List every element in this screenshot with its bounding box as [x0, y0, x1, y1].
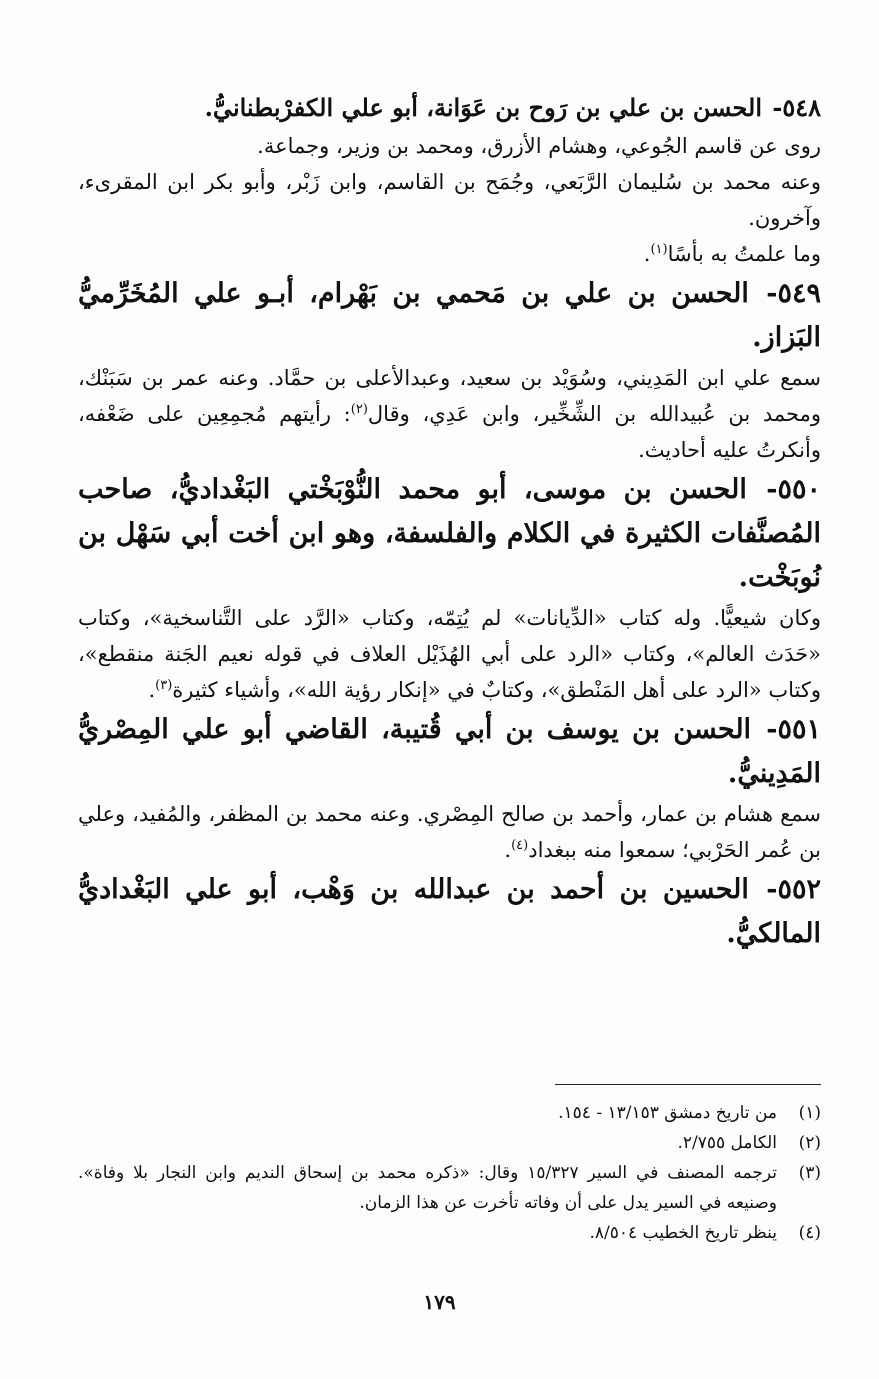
entry-title: الحسين بن أحمد بن عبدالله بن وَهْب، أبو علي البَغْداديُّ المالكيُّ.	[78, 874, 821, 949]
footnote	[78, 1098, 821, 1128]
footnote-ref[interactable]: (١)	[650, 242, 668, 257]
footnote	[78, 1158, 821, 1218]
entry-heading	[78, 708, 821, 796]
entry-title: الحسن بن موسى، أبو محمد النُّوْبَخْتي البَغْداديُّ، صاحب المُصنَّفات الكثيرة في الكلام والفلسفة، وهو ابن أخت أبي سَهْل بن نُوبَخْت.	[78, 474, 821, 593]
footnote-text: ترجمه المصنف في السير ١٥/٣٢٧ وقال: «ذكره محمد بن إسحاق النديم وابن النجار بلا وفاة». وصنيعه في السير يدل على أن وفاته تأخرت عن هذا الزمان.	[78, 1163, 777, 1213]
footnotes	[78, 1098, 821, 1248]
footnote-text: من تاريخ دمشق ١٣/١٥٣ - ١٥٤.	[558, 1103, 777, 1123]
footnote-divider	[555, 1084, 821, 1085]
footnote-number: (٤)	[798, 1223, 821, 1243]
entry-paragraph-text: .	[148, 678, 156, 702]
footnote-ref[interactable]: (٤)	[511, 838, 529, 853]
footnote-text: ينظر تاريخ الخطيب ٨/٥٠٤.	[589, 1223, 777, 1243]
entry-paragraph	[78, 600, 821, 708]
entry-549	[78, 272, 821, 468]
entry-paragraph	[78, 796, 821, 868]
entry-paragraph-text: وكان شيعيًّا. وله كتاب «الدِّيانات» لم يُتِمّه، وكتاب «الرَّد على التَّناسخية»، وكتاب «حَدَث العالم»، وكتاب «الرد على أبي الهُذَيْل العلاف في قوله نعيم الجَنة منقطع»، وكتاب «الرد على أهل المَنْطق»، وكتابٌ في «إنكار رؤية الله»، وأشياء كثيرة	[78, 606, 821, 702]
entry-heading	[78, 868, 821, 956]
entry-number: ٥٥٠-	[766, 474, 821, 505]
entry-heading	[78, 468, 821, 600]
footnote-number: (١)	[798, 1103, 821, 1123]
entry-552	[78, 868, 821, 956]
entry-paragraph-text: وما علمتُ به بأسًا	[667, 242, 821, 266]
entry-number: ٥٤٨-	[772, 93, 821, 122]
entry-heading	[78, 272, 821, 360]
entry-paragraph-text: سمع هشام بن عمار، وأحمد بن صالح المِصْري. وعنه محمد بن المظفر، والمُفيد، وعلي بن عُمر الحَرْبي؛ سمعوا منه ببغداد	[78, 802, 821, 862]
entry-paragraph-text: .	[504, 838, 512, 862]
footnote	[78, 1218, 821, 1248]
page-number: ١٧٩	[423, 1290, 456, 1314]
footnote	[78, 1128, 821, 1158]
footnote-text: الكامل ٢/٧٥٥.	[677, 1133, 777, 1153]
entry-paragraph: روى عن قاسم الجُوعي، وهشام الأزرق، ومحمد بن وزير، وجماعة.	[257, 134, 821, 158]
footnote-ref[interactable]: (٣)	[155, 678, 173, 693]
entry-paragraph: وعنه محمد بن سُليمان الرَّبَعي، وجُمَح بن القاسم، وابن زَبْر، وأبو بكر ابن المقرىء، وآخرون.	[78, 170, 821, 230]
footnote-number: (٣)	[798, 1163, 821, 1183]
entry-title: الحسن بن علي بن رَوح بن عَوَانة، أبو علي الكفرْبطنانيُّ.	[204, 93, 762, 122]
entry-paragraph-text: : رأيتهم مُجمِعِين على ضَعْفه، وأنكرتُ عليه أحاديث.	[78, 402, 821, 462]
footnote-number: (٢)	[798, 1133, 821, 1153]
entry-paragraph-text: سمع علي ابن المَدِيني، وسُوَيْد بن سعيد، وعبدالأعلى بن حمَّاد. وعنه عمر بن سَبَنْك، ومحمد بن عُبيدالله بن الشِّخِّير، وابن عَدِي، وقال	[78, 366, 821, 426]
entry-heading	[78, 88, 821, 128]
entry-paragraph: وما علمتُ به بأسًا$^{(١)}$.	[643, 242, 821, 266]
entry-title: الحسن بن يوسف بن أبي قُتيبة، القاضي أبو علي المِصْريُّ المَدِينيُّ.	[78, 714, 821, 789]
entry-number: ٥٥٢-	[766, 874, 822, 905]
entry-title: الحسن بن علي بن مَحمي بن بَهْرام، أبـو علي المُخَرِّميُّ البَزاز.	[78, 278, 821, 353]
entry-550	[78, 468, 821, 708]
entry-number: ٥٥١-	[766, 714, 821, 745]
footnote-ref[interactable]: (٢)	[350, 402, 368, 417]
entry-paragraph	[78, 360, 821, 468]
entry-548	[78, 88, 821, 272]
entry-551	[78, 708, 821, 868]
entry-number: ٥٤٩-	[766, 278, 821, 309]
